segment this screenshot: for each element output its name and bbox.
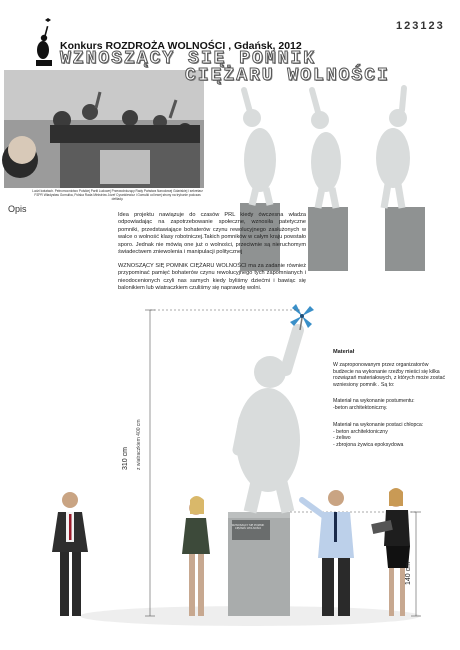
competition-header: Konkurs ROZDROŻA WOLNOŚCI , Gdańsk, 2012 (60, 40, 302, 52)
dimension-pedestal-height: 140 cm (405, 562, 412, 585)
material-pedestal-label: Materiał na wykonanie postumentu: (333, 398, 415, 404)
person-man-phone (52, 492, 88, 616)
statue-logo-icon (36, 18, 52, 66)
description-paragraph-1: Idea projektu nawiązuje do czasów PRL kiedy ówczesna władza odpowiadając na zapotrzebowanie społeczne, wznosiła patetyczne pomniki, przedstawiające bohaterów czynu rewolucyjnego zasłużonych w walce o wolność klasy robotniczej.Takich pomników w całym kraju powstało sporo. Jednak nie mówią one już o wolności, przeciwnie są nieruchomym świadectwem zniewolenia i manipulacji politycznej (118, 212, 306, 256)
material-figure-item: - żeliwo (333, 435, 351, 442)
material-pedestal (333, 398, 448, 411)
material-pedestal-item: -beton architektoniczny. (333, 404, 388, 411)
material-figure (333, 422, 448, 448)
material-title: Materiał (333, 349, 355, 355)
pinwheel-icon (290, 304, 314, 328)
person-woman-laptop (371, 488, 410, 616)
description-paragraph-2: WZNOSZĄCY SIĘ POMNIK CIĘŻARU WOLNOŚCI ma za zadanie również przypominać pamięć bohaterów czynu rewolucyjnego tych zapomnianych i nieodocenionych czyli nas samych kiedy byliśmy dziećmi i bawiąc się balonikiem lub wiatraczkiem czuliśmy się naprawdę wolni. (118, 263, 306, 292)
description-label: Opis (8, 204, 27, 214)
sheet-number: 123123 (396, 20, 445, 32)
statue-view-side (308, 90, 348, 271)
title-line-1: WZNOSZĄCY SIĘ POMNIK (60, 49, 317, 69)
dimension-with-windmill: z wiatraczkiem 400 cm (136, 419, 142, 470)
photo-caption: Ludzi kwiatach. Pełnomocnictwo Polskiej Partii Ludowej Przewodniczący Rady Państwa Narodowej Gdańskiej i sekretarz PZPR Władysław Gomułka, Polska Rada Ministrów Józef Cyrankiewicz i Gomułki od lewej strony na trybunie podczas defilady. (32, 189, 203, 201)
material-intro: W zaproponowanym przez organizatorów budżecie na wykonanie rzeźby mieści się kilka rozwiązań materiałowych, z których może zostać wzniesiony pomnik . Są to: (333, 362, 446, 388)
material-figure-item: - zbrojona żywica epoksydowa (333, 441, 404, 448)
main-statue (228, 318, 302, 616)
historical-photo (2, 70, 204, 188)
person-man-pointing (302, 490, 354, 616)
title-line-2: CIĘŻARU WOLNOŚCI (185, 66, 390, 86)
material-figure-label: Materiał na wykonanie postaci chłopca: (333, 422, 424, 428)
pedestal-plaque: WZNOSZĄCY SIĘ POMNIK CIĘŻARU WOLNOŚCI (231, 524, 265, 530)
dimension-total-height: 310 cm (122, 447, 129, 470)
material-figure-item: - beton architektoniczny (333, 428, 388, 435)
person-woman-green (182, 496, 210, 616)
statue-view-back (376, 88, 425, 271)
